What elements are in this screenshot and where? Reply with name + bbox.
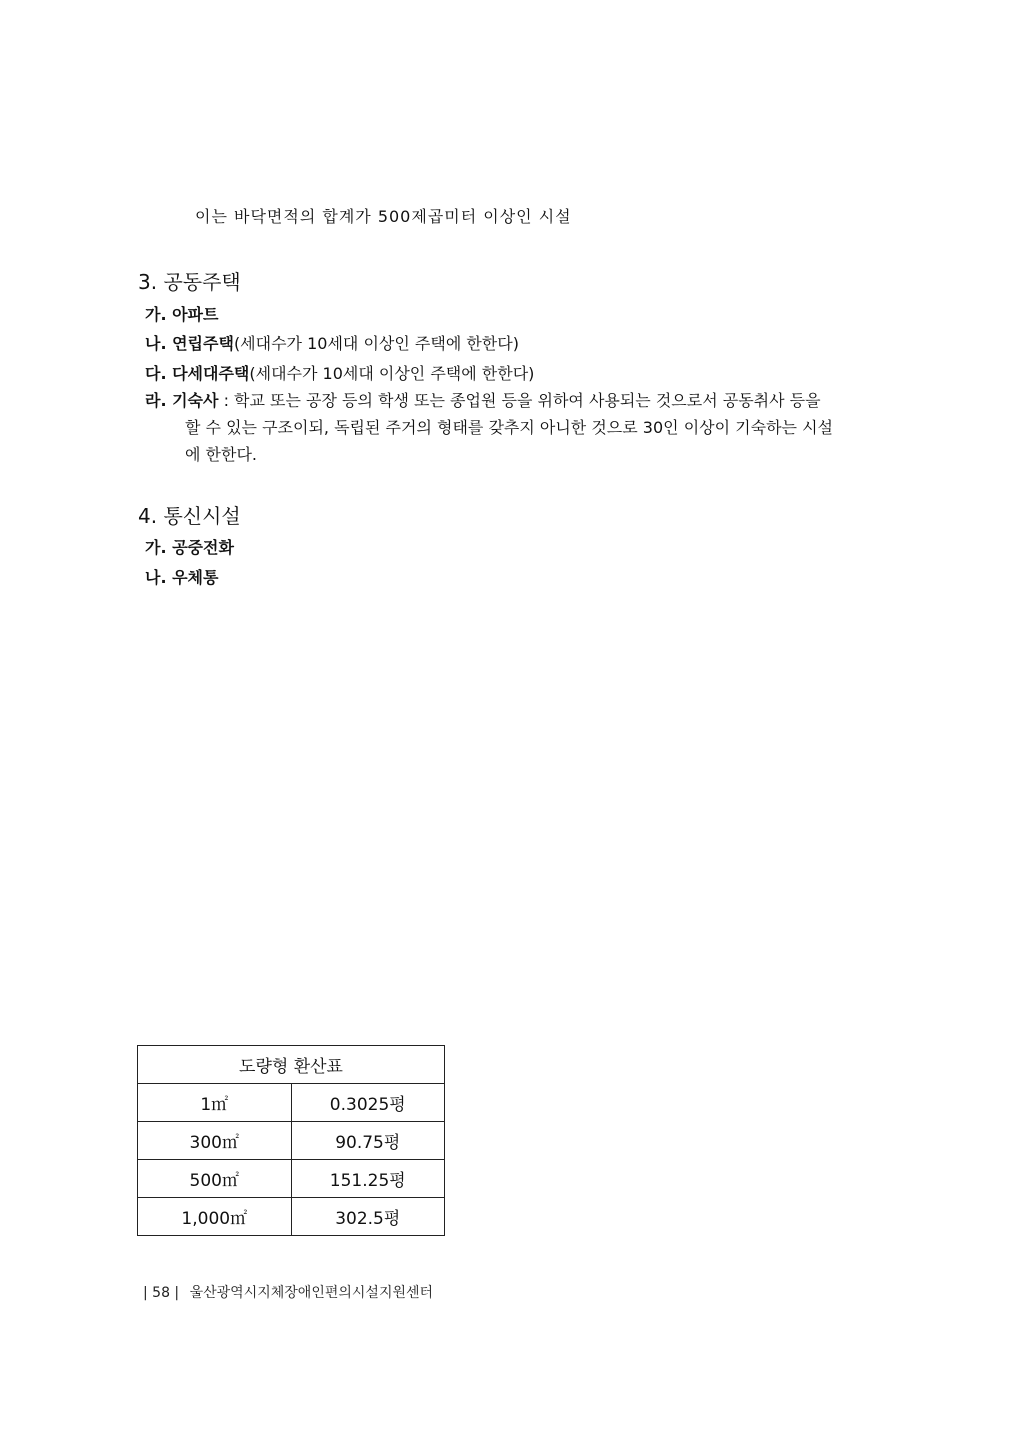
pyeong-cell: 90.75평 (291, 1122, 445, 1160)
dormitory-line-2: 할 수 있는 구조이되, 독립된 주거의 형태를 갖추지 아니한 것으로 30인 이상이 기숙하는 시설 (185, 418, 833, 437)
table-row (138, 1198, 445, 1236)
list-item-row-house (145, 331, 519, 354)
organization-name: 울산광역시지체장애인편의시설지원센터 (189, 1285, 434, 1301)
list-item-label: 가. 공중전화 (145, 538, 234, 557)
table-row (138, 1160, 445, 1198)
pyeong-cell: 302.5평 (291, 1198, 445, 1236)
list-item-text: (세대수가 10세대 이상인 주택에 한한다) (233, 334, 519, 353)
area-cell: 1,000㎡ (138, 1198, 292, 1236)
area-cell: 1㎡ (138, 1084, 292, 1122)
conversion-table (137, 1045, 445, 1236)
continuation-text: 이는 바닥면적의 합계가 500제곱미터 이상인 시설 (195, 207, 572, 226)
list-item-label: 가. 아파트 (145, 305, 219, 324)
list-item-dormitory (145, 387, 887, 468)
pyeong-cell: 0.3025평 (291, 1084, 445, 1122)
dormitory-text-1: : 학교 또는 공장 등의 학생 또는 종업원 등을 위하여 사용되는 것으로서 공동취사 등을 (218, 391, 821, 410)
area-cell: 300㎡ (138, 1122, 292, 1160)
pyeong-cell: 151.25평 (291, 1160, 445, 1198)
table-row (138, 1084, 445, 1122)
dormitory-line-3: 에 한한다. (185, 445, 257, 464)
section-title-4: 4. 통신시설 (138, 504, 241, 528)
list-item-apartment (145, 302, 218, 325)
list-item-label: 나. 연립주택 (145, 334, 234, 353)
table-row (138, 1122, 445, 1160)
table-title: 도량형 환산표 (138, 1046, 445, 1084)
area-cell: 500㎡ (138, 1160, 292, 1198)
table-header-row (138, 1046, 445, 1084)
list-item-public-phone (145, 535, 234, 558)
dormitory-line-1 (145, 387, 887, 414)
list-item-label: 다. 다세대주택 (145, 364, 250, 383)
list-item-label: 라. 기숙사 (145, 391, 219, 410)
page-number: | 58 | (143, 1285, 180, 1301)
list-item-text: (세대수가 10세대 이상인 주택에 한한다) (249, 364, 535, 383)
list-item-multiplex (145, 361, 534, 384)
list-item-label: 나. 우체통 (145, 568, 219, 587)
list-item-mailbox (145, 565, 218, 588)
page-footer (143, 1282, 433, 1302)
section-title-3: 3. 공동주택 (138, 270, 241, 294)
